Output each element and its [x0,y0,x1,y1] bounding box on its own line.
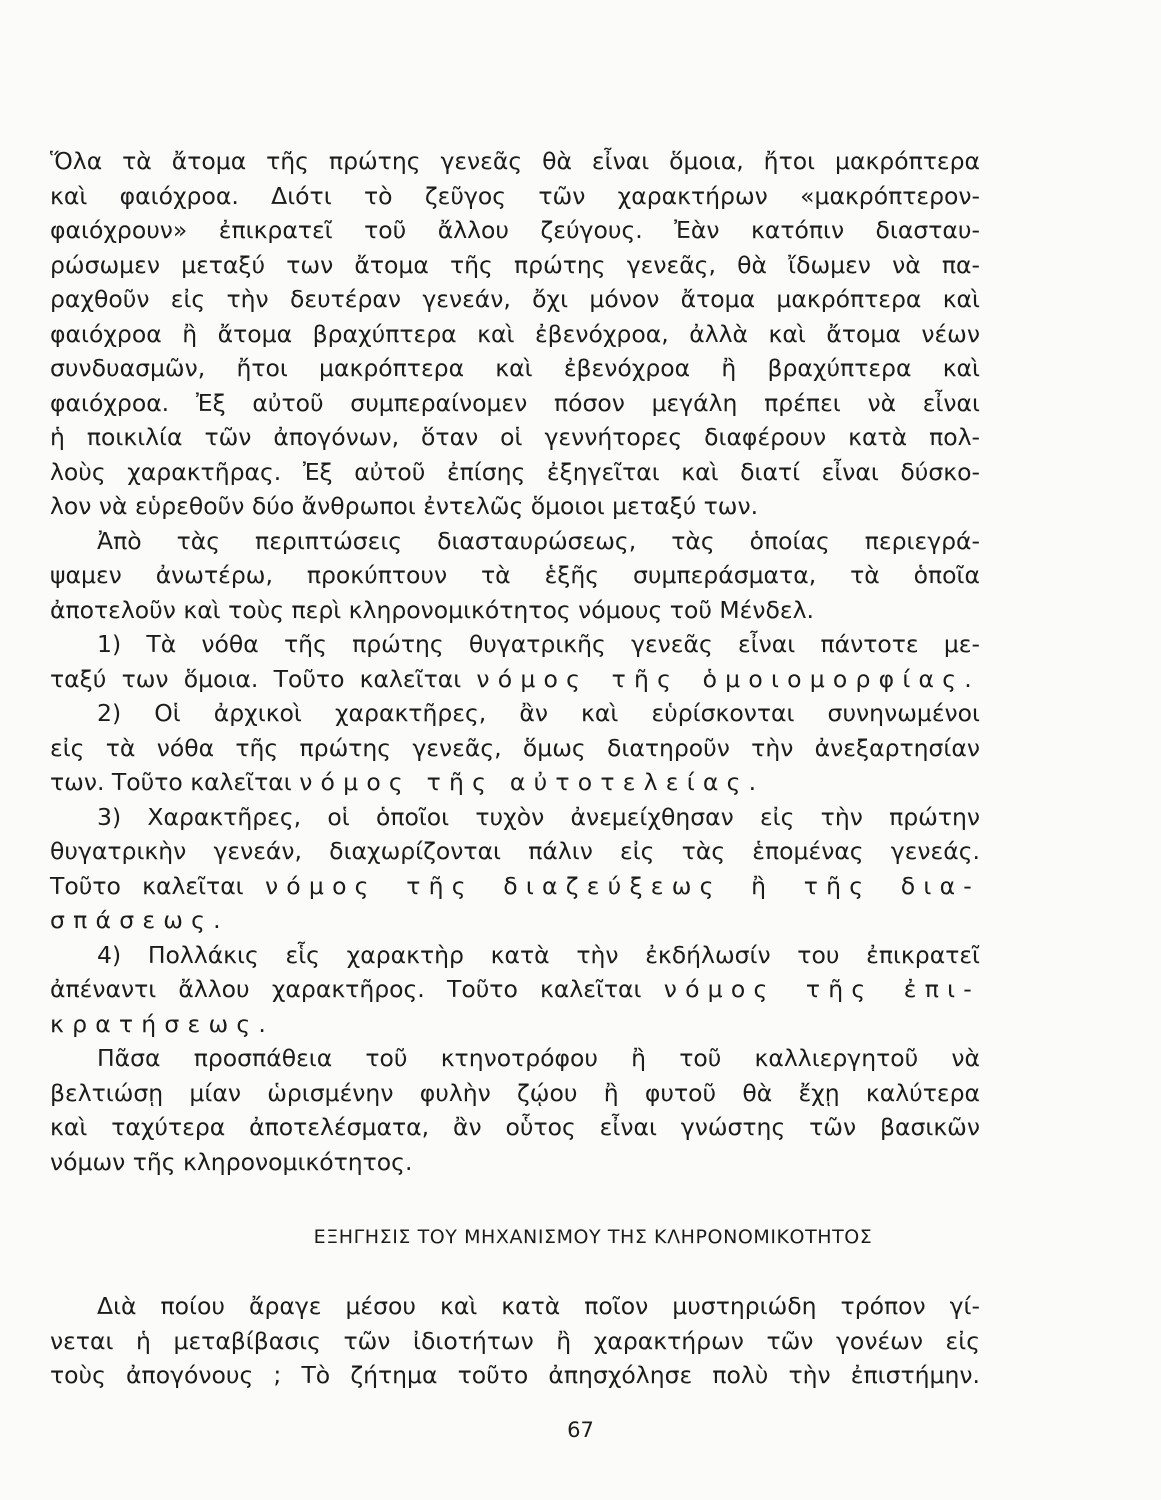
law-4-text: ἀπέναντι ἄλλου χαρακτῆρος. Τοῦτο καλεῖται [50,975,642,1003]
law-2-line [50,765,980,800]
law-3-name: νόμος τῆς διαζεύξεως ἢ τῆς δια- [264,871,980,900]
law-1-line [50,662,980,697]
law-1-text: ταξύ των ὅμοια. Τοῦτο καλεῖται [50,664,462,693]
text-line: φαιόχροα. Ἐξ αὐτοῦ συμπεραίνομεν πόσον μεγάλη πρέπει νὰ εἶναι [50,388,980,417]
text-line: Ἀπὸ τὰς περιπτώσεις διασταυρώσεως, τὰς ὁποίας περιεγρά- [97,526,980,555]
law-2-line: 2) Οἱ ἀρχικοὶ χαρακτῆρες, ἂν καὶ εὑρίσκονται συνηνωμένοι [97,699,980,727]
text-line: ραχθοῦν εἰς τὴν δευτέραν γενεάν, ὄχι μόνον ἄτομα μακρόπτερα καὶ [50,285,980,313]
law-4-line [50,972,980,1007]
body-text-top [50,144,980,1179]
law-1-line: 1) Τὰ νόθα τῆς πρώτης θυγατρικῆς γενεᾶς εἶναι πάντοτε με- [97,630,980,658]
law-2-line: εἰς τὰ νόθα τῆς πρώτης γενεᾶς, ὅμως διατηροῦν τὴν ἀνεξαρτησίαν [50,733,980,762]
law-2-name: νόμος τῆς αὐτοτελείας. [299,768,765,796]
text-line: φαιόχροα ἢ ἄτομα βραχύπτερα καὶ ἐβενόχροα, ἀλλὰ καὶ ἄτομα νέων [50,319,980,348]
law-2-text: των. Τοῦτο καλεῖται [50,768,292,796]
text-line: λον νὰ εὑρεθοῦν δύο ἄνθρωποι ἐντελῶς ὅμοιοι μεταξύ των. [50,492,759,520]
law-4-line [50,1007,980,1042]
law-3-line [50,903,980,938]
text-line: νόμων τῆς κληρονομικότητος. [50,1147,413,1176]
section-title: ΕΞΗΓΗΣΙΣ ΤΟΥ ΜΗΧΑΝΙΣΜΟΥ ΤΗΣ ΚΛΗΡΟΝΟΜΙΚΟΤΗΤΟΣ [313,1226,873,1248]
text-line: τοὺς ἀπογόνους ; Τὸ ζήτημα τοῦτο ἀπησχόλησε πολὺ τὴν ἐπιστήμην. [50,1361,980,1389]
text-line: ρώσωμεν μεταξύ των ἄτομα τῆς πρώτης γενεᾶς, θὰ ἴδωμεν νὰ πα- [50,250,980,279]
law-3-line [50,869,980,904]
text-line: Ὅλα τὰ ἄτομα τῆς πρώτης γενεᾶς θὰ εἶναι ὅμοια, ἤτοι μακρόπτερα [50,147,980,175]
section-heading [0,1220,1161,1254]
text-line: Πᾶσα προσπάθεια τοῦ κτηνοτρόφου ἢ τοῦ καλλιεργητοῦ νὰ [97,1044,980,1072]
text-line: ψαμεν ἀνωτέρω, προκύπτουν τὰ ἑξῆς συμπεράσματα, τὰ ὁποῖα [50,561,980,589]
law-3-line: 3) Χαρακτῆρες, οἱ ὁποῖοι τυχὸν ἀνεμείχθησαν εἰς τὴν πρώτην [97,802,980,831]
law-3-name-cont: σπάσεως. [50,906,229,934]
text-line: καὶ φαιόχροα. Διότι τὸ ζεῦγος τῶν χαρακτήρων «μακρόπτερον- [50,181,980,210]
text-line: βελτιώσῃ μίαν ὡρισμένην φυλὴν ζῴου ἢ φυτοῦ θὰ ἔχῃ καλύτερα [50,1078,980,1107]
law-4-name-cont: κρατήσεως. [50,1009,275,1038]
text-line: Διὰ ποίου ἄραγε μέσου καὶ κατὰ ποῖον μυστηριώδη τρόπον γί- [97,1292,980,1320]
text-line: ἡ ποικιλία τῶν ἀπογόνων, ὅταν οἱ γεννήτορες διαφέρουν κατὰ πολ- [50,423,980,451]
text-line: ἀποτελοῦν καὶ τοὺς περὶ κληρονομικότητος νόμους τοῦ Μένδελ. [50,595,814,624]
law-4-line: 4) Πολλάκις εἷς χαρακτὴρ κατὰ τὴν ἐκδήλωσίν του ἐπικρατεῖ [97,940,980,969]
law-1-name: νόμος τῆς ὁμοιομορφίας. [476,664,980,693]
text-line: φαιόχρουν» ἐπικρατεῖ τοῦ ἄλλου ζεύγους. Ἐὰν κατόπιν διασταυ- [50,216,980,244]
text-line: νεται ἡ μεταβίβασις τῶν ἰδιοτήτων ἢ χαρακτήρων τῶν γονέων εἰς [50,1326,980,1355]
text-line: καὶ ταχύτερα ἀποτελέσματα, ἂν οὗτος εἶναι γνώστης τῶν βασικῶν [50,1113,980,1141]
text-line: συνδυασμῶν, ἤτοι μακρόπτερα καὶ ἐβενόχροα ἢ βραχύπτερα καὶ [50,354,980,382]
law-3-text: Τοῦτο καλεῖται [50,871,244,900]
page-number: 67 [567,1418,594,1442]
law-3-line: θυγατρικὴν γενεάν, διαχωρίζονται πάλιν εἰς τὰς ἑπομένας γενεάς. [50,837,980,865]
text-line: λοὺς χαρακτῆρας. Ἐξ αὐτοῦ ἐπίσης ἐξηγεῖται καὶ διατί εἶναι δύσκο- [50,457,980,486]
body-text-bottom [50,1289,980,1393]
law-4-name: νόμος τῆς ἐπι- [663,975,980,1003]
